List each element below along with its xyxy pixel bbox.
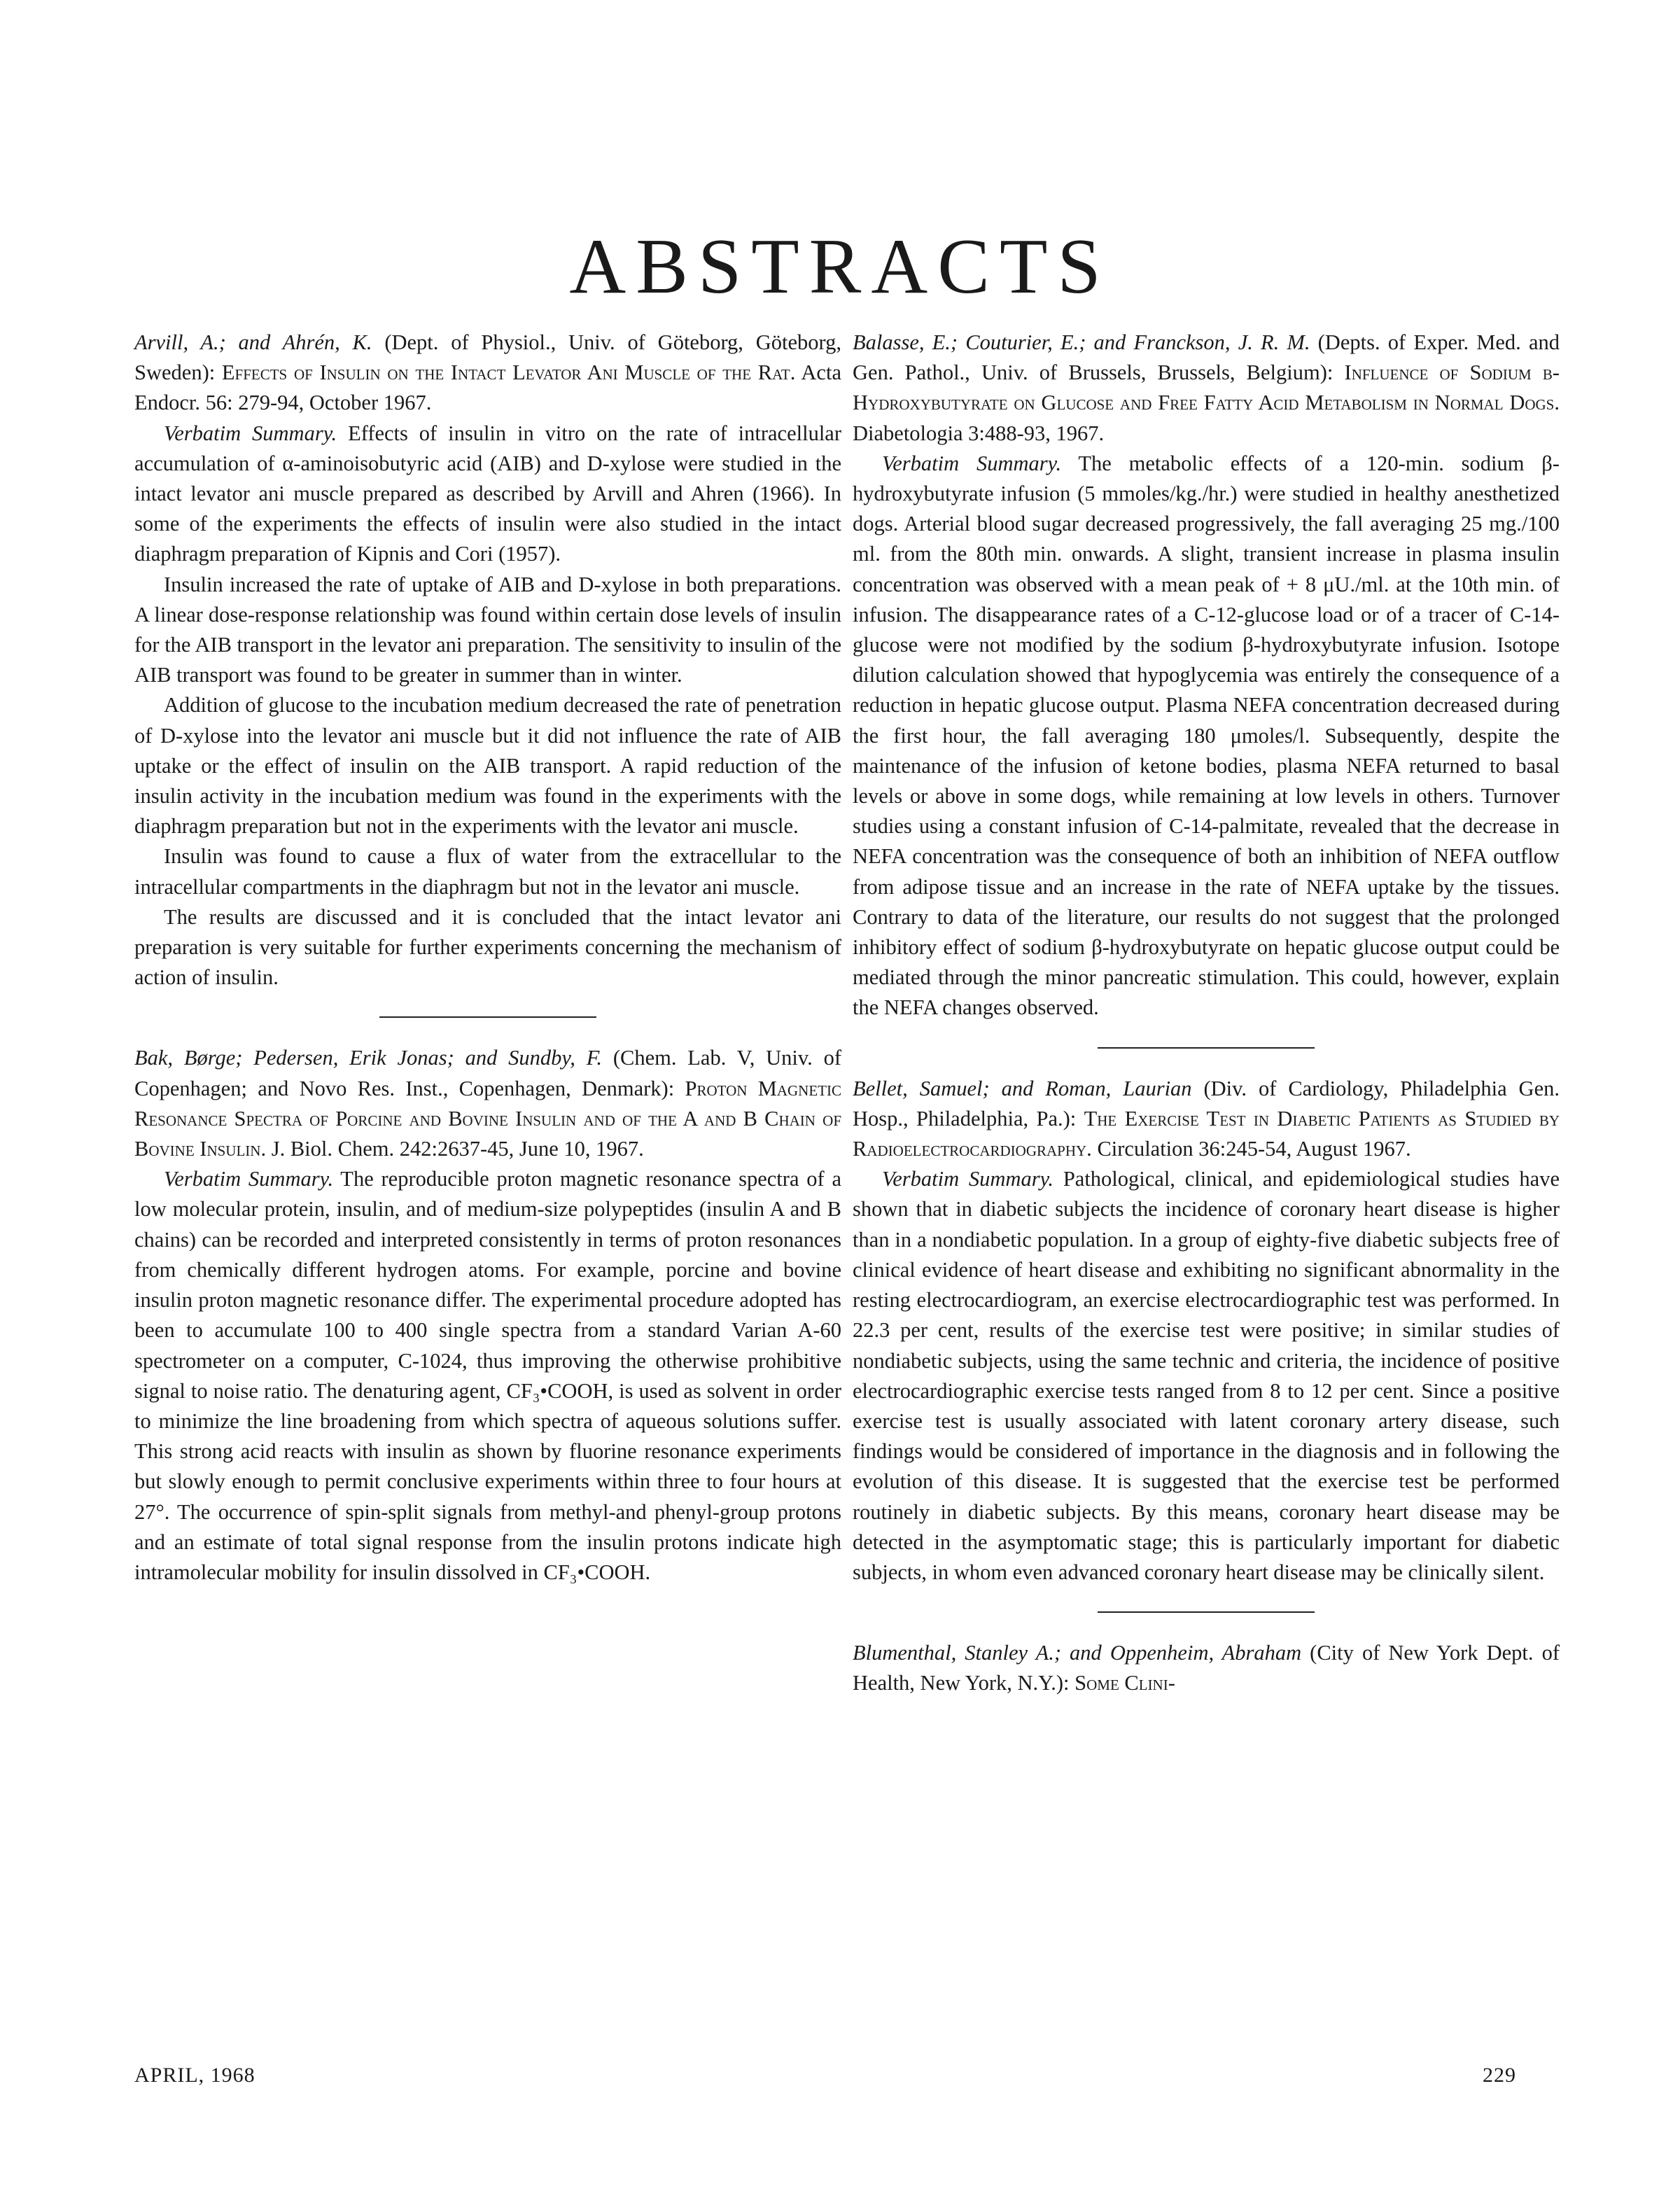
abstract-title: Effects of Insulin on the Intact Levator Ani Muscle of the Rat.	[221, 360, 796, 385]
abstract-citation	[134, 1043, 841, 1164]
abstract-source: J. Biol. Chem. 242:2637-45, June 10, 1967.	[266, 1137, 644, 1161]
section-divider	[379, 1016, 596, 1018]
abstract-title: Influence of Sodium β-Hydroxybutyrate on Glucose and Free Fatty Acid Metabolism in Normal Dogs.	[853, 360, 1560, 415]
left-column	[134, 328, 841, 1588]
abstract-authors: Bellet, Samuel; and Roman, Laurian	[853, 1076, 1192, 1100]
page-number: 229	[1483, 2064, 1516, 2087]
abstract-paragraph	[853, 449, 1560, 1023]
abstract-title: Some Clini-	[1074, 1671, 1175, 1695]
summary-label: Verbatim Summary.	[164, 1167, 334, 1191]
summary-label: Verbatim Summary.	[164, 421, 337, 445]
section-divider	[1098, 1047, 1315, 1049]
abstract-paragraph: Addition of glucose to the incubation medium decreased the rate of penetration of D-xylose into the levator ani muscle but it did not influence the rate of AIB uptake or the effect of insulin on the AIB transport. A rapid reduction of the insulin activity in the incubation medium was found in the experiments with the diaphragm preparation but not in the experiments with the levator ani muscle.	[134, 693, 841, 839]
abstract-affiliation: (Chem. Lab. V, Univ. of Copenhagen; and Novo Res. Inst., Copenhagen, Denmark):	[134, 1046, 841, 1100]
paragraph-text: Effects of insulin in vitro on the rate of intracellular accumulation of α-aminoisobutyric acid (AIB) and D-xylose were studied in the intact levator ani muscle prepared as described by Arvill and Ahren (1966). In some of the experiments the effects of insulin were also studied in the intact diaphragm preparation of Kipnis and Cori (1957).	[134, 421, 841, 566]
abstract-paragraph: Insulin was found to cause a flux of water from the extracellular to the intracellular compartments in the diaphragm but not in the levator ani muscle.	[134, 844, 841, 899]
abstract-citation	[134, 328, 841, 419]
abstract-title: The Exercise Test in Diabetic Patients as Studied by Radioelectrocardiography.	[853, 1106, 1560, 1161]
abstract-citation	[853, 1074, 1560, 1165]
abstract-affiliation: (City of New York Dept. of Health, New York, N.Y.):	[853, 1641, 1560, 1695]
paragraph-text: Pathological, clinical, and epidemiological studies have shown that in diabetic subjects the incidence of coronary heart disease is higher than in a nondiabetic population. In a group of eighty-five diabetic subjects free of clinical evidence of heart disease and exhibiting no significant abnormality in the resting electrocardiogram, an exercise electrocardiographic test was performed. In 22.3 per cent, results of the exercise test were positive; in similar studies of nondiabetic subjects, using the same technic and criteria, the incidence of positive electrocardiographic exercise tests ranged from 8 to 12 per cent. Since a positive exercise test is usually associated with latent coronary artery disease, such findings would be considered of importance in the diagnosis and in following the evolution of this disease. It is suggested that the exercise test be performed routinely in diabetic subjects. By this means, coronary heart disease may be detected in the asymptomatic stage; this is particularly important for diabetic subjects, in whom even advanced coronary heart disease may be clinically silent.	[853, 1167, 1560, 1584]
paragraph-text: The reproducible proton magnetic resonance spectra of a low molecular protein, insulin, and of medium-size polypeptides (insulin A and B chains) can be recorded and interpreted consistently in terms of proton resonances from chemically different hydrogen atoms. For example, porcine and bovine insulin proton magnetic resonance differ. The experimental procedure adopted has been to accumulate 100 to 400 single spectra from a standard Varian A-60 spectrometer on a computer, C-1024, thus improving the otherwise prohibitive signal to noise ratio. The denaturing agent, CF₃•COOH, is used as solvent in order to minimize the line broadening from which spectra of aqueous solutions suffer. This strong acid reacts with insulin as shown by fluorine resonance experiments but slowly enough to permit conclusive experiments within three to four hours at 27°. The occurrence of spin-split signals from methyl-and phenyl-group protons and an estimate of total signal response from the insulin protons indicate high intramolecular mobility for insulin dissolved in CF₃•COOH.	[134, 1167, 841, 1584]
abstract-authors: Balasse, E.; Couturier, E.; and Franckson, J. R. M.	[853, 330, 1310, 354]
page-title: ABSTRACTS	[569, 223, 1111, 310]
right-column	[853, 328, 1560, 1699]
section-divider	[1098, 1611, 1315, 1613]
abstract-paragraph: The results are discussed and it is concluded that the intact levator ani preparation is very suitable for further experiments concerning the mechanism of action of insulin.	[134, 904, 841, 990]
abstract-source: Circulation 36:245-54, August 1967.	[1091, 1137, 1411, 1161]
abstract-paragraph	[134, 1164, 841, 1588]
abstract-authors: Bak, Børge; Pedersen, Erik Jonas; and Sundby, F.	[134, 1046, 603, 1070]
abstract-citation	[853, 328, 1560, 449]
abstract-authors: Arvill, A.; and Ahrén, K.	[134, 330, 372, 354]
summary-label: Verbatim Summary.	[882, 451, 1062, 475]
summary-label: Verbatim Summary.	[882, 1167, 1054, 1191]
abstract-paragraph	[853, 1164, 1560, 1588]
abstract-affiliation: (Depts. of Exper. Med. and Gen. Pathol., Univ. of Brussels, Brussels, Belgium):	[853, 330, 1560, 385]
abstract-title: Proton Magnetic Resonance Spectra of Porcine and Bovine Insulin and of the A and B Chain of Bovine Insulin.	[134, 1076, 841, 1161]
footer-date: APRIL, 1968	[134, 2064, 255, 2087]
abstract-citation	[853, 1638, 1560, 1698]
abstract-affiliation: (Div. of Cardiology, Philadelphia Gen. Hosp., Philadelphia, Pa.):	[853, 1076, 1560, 1130]
abstract-authors: Blumenthal, Stanley A.; and Oppenheim, Abraham	[853, 1641, 1302, 1665]
abstract-source: Acta Endocr. 56: 279-94, October 1967.	[134, 360, 841, 415]
abstract-source: Diabetologia 3:488-93, 1967.	[853, 421, 1105, 445]
abstract-affiliation: (Dept. of Physiol., Univ. of Göteborg, Göteborg, Sweden):	[134, 330, 842, 385]
abstract-paragraph: Insulin increased the rate of uptake of AIB and D-xylose in both preparations. A linear dose-response relationship was found within certain dose levels of insulin for the AIB transport in the levator ani preparation. The sensitivity to insulin of the AIB transport was found to be greater in summer than in winter.	[134, 572, 841, 687]
abstract-paragraph	[134, 419, 841, 570]
paragraph-text: The metabolic effects of a 120-min. sodium β-hydroxybutyrate infusion (5 mmoles/kg./hr.) were studied in healthy anesthetized dogs. Arterial blood sugar decreased progressively, the fall averaging 25 mg./100 ml. from the 80th min. onwards. A slight, transient increase in plasma insulin concentration was observed with a mean peak of + 8 μU./ml. at the 10th min. of infusion. The disappearance rates of a C-12-glucose load or of a tracer of C-14-glucose were not modified by the sodium β-hydroxybutyrate infusion. Isotope dilution calculation showed that hypoglycemia was entirely the consequence of a reduction in hepatic glucose output. Plasma NEFA concentration decreased during the first hour, the fall averaging 180 μmoles/l. Subsequently, despite the maintenance of the infusion of ketone bodies, plasma NEFA returned to basal levels or above in some dogs, while remaining at low levels in others. Turnover studies using a constant infusion of C-14-palmitate, revealed that the decrease in NEFA concentration was the consequence of both an inhibition of NEFA outflow from adipose tissue and an increase in the rate of NEFA uptake by the tissues. Contrary to data of the literature, our results do not suggest that the prolonged inhibitory effect of sodium β-hydroxybutyrate on hepatic glucose output could be mediated through the minor pancreatic stimulation. This could, however, explain the NEFA changes observed.	[853, 451, 1560, 1020]
